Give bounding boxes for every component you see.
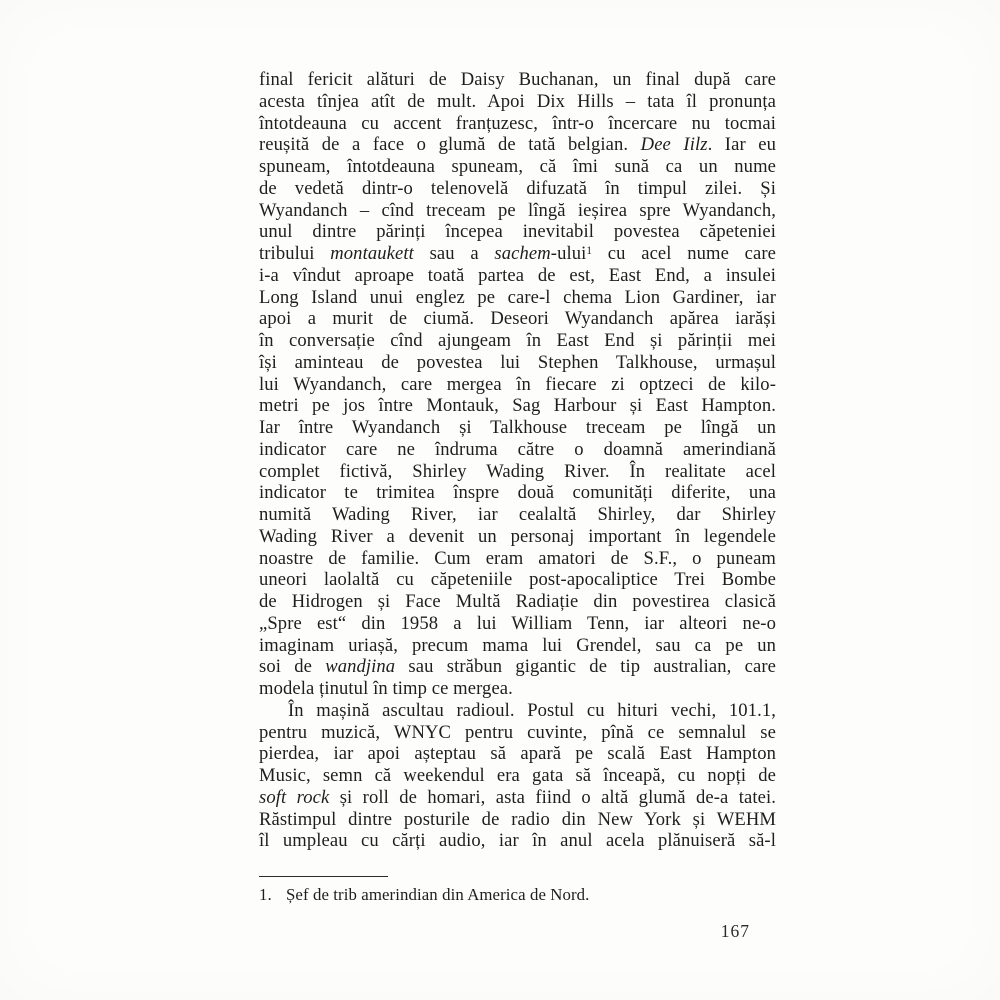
text-line: soft rock și roll de homari, asta fiind o altă glumă de-a tatei. (259, 786, 776, 808)
text-line: imaginam uriașă, precum mama lui Grendel, sau ca pe un (259, 634, 776, 656)
footnote-separator-rule (259, 876, 388, 877)
text-line: de Hidrogen și Face Multă Radiație din povestirea clasică (259, 591, 776, 612)
text-line: indicator te trimitea înspre două comunități diferite, una (259, 482, 776, 504)
footnote-text: Șef de trib amerindian din America de Nord. (286, 885, 590, 904)
text-line: spuneam, întotdeauna spuneam, că îmi sună ca un nume (259, 156, 776, 177)
footnote-marker: 1. (259, 885, 272, 904)
text-line: de vedetă dintr-o telenovelă difuzată în timpul zilei. Și (259, 177, 776, 199)
text-line: își aminteau de povestea lui Stephen Talkhouse, urmașul (259, 351, 776, 373)
text-line: Music, semn că weekendul era gata să înceapă, cu nopți de (259, 765, 776, 786)
text-line: „Spre est“ din 1958 a lui William Tenn, iar alteori ne-o (259, 612, 776, 634)
text-line: metri pe jos între Montauk, Sag Harbour și East Hampton. (259, 395, 776, 417)
footnote (259, 876, 776, 905)
text-line: numită Wading River, iar cealaltă Shirley, dar Shirley (259, 504, 776, 525)
text-line: pierdea, iar apoi așteptau să apară pe scală East Hampton (259, 743, 776, 765)
text-line: uneori laolaltă cu căpeteniile post-apocaliptice Trei Bombe (259, 569, 776, 591)
text-line: unul dintre părinți începea inevitabil povestea căpeteniei (259, 221, 776, 243)
text-line: Răstimpul dintre posturile de radio din New York și WEHM (259, 808, 776, 830)
text-line: complet fictivă, Shirley Wading River. În realitate acel (259, 460, 776, 482)
text-line: Iar între Wyandanch și Talkhouse treceam pe lîngă un (259, 417, 776, 438)
text-line: soi de wandjina sau străbun gigantic de tip australian, care (259, 656, 776, 678)
text-line: pentru muzică, WNYC pentru cuvinte, pînă ce semnalul se (259, 721, 776, 743)
text-line: Long Island unui englez pe care-l chema Lion Gardiner, iar (259, 286, 776, 308)
text-line: reușită de a face o glumă de tată belgian. Dee Iilz. Iar eu (259, 134, 776, 156)
text-line: Wading River a devenit un personaj important în legendele (259, 525, 776, 547)
text-line: modela ținutul în timp ce mergea. (259, 678, 513, 699)
page-number: 167 (720, 921, 750, 941)
text-line: tribului montaukett sau a sachem-ului$^1$ cu acel nume care (259, 243, 777, 264)
text-line: noastre de familie. Cum eram amatori de S.F., o puneam (259, 547, 776, 569)
text-line: întotdeauna cu accent franțuzesc, într-o încercare nu tocmai (259, 112, 776, 134)
text-line: îl umpleau cu cărți audio, iar în anul acela plănuiseră să-l (259, 830, 776, 852)
text-line: în conversație cînd ajungeam în East End și părinții mei (259, 330, 776, 351)
text-line: În mașină ascultau radioul. Postul cu hituri vechi, 101.1, (288, 699, 776, 721)
footnote-line (259, 885, 776, 905)
text-line: Wyandanch – cînd treceam pe lîngă ieșirea spre Wyandanch, (259, 199, 776, 221)
body-text (259, 69, 776, 852)
text-line: acesta tînjea atît de mult. Apoi Dix Hills – tata îl pronunța (259, 90, 776, 112)
text-line: indicator care ne îndruma către o doamnă amerindiană (259, 438, 776, 460)
text-line: lui Wyandanch, care mergea în fiecare zi optzeci de kilo- (259, 373, 776, 395)
text-line: apoi a murit de ciumă. Deseori Wyandanch apărea iarăși (259, 308, 776, 330)
text-line: final fericit alături de Daisy Buchanan, un final după care (259, 69, 776, 90)
text-line: i-a vîndut aproape toată partea de est, East End, a insulei (259, 264, 776, 286)
